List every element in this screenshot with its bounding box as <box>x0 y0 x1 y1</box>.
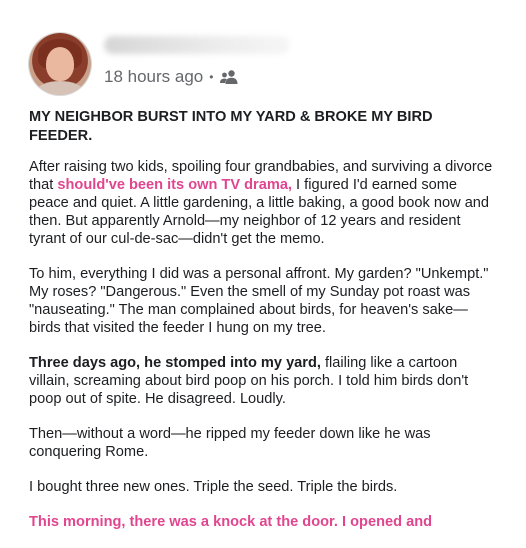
meta-separator: • <box>209 70 214 84</box>
paragraph-4: Then—without a word—he ripped my feeder down like he was conquering Rome. <box>29 426 431 460</box>
paragraph-3 <box>29 354 499 408</box>
p3-rest: flailing like a cartoon villain, screaming about bird poop on his porch. I told him birds don't poop out of spite. He disagreed. Loudly. <box>29 355 469 407</box>
p1-highlight: should've been its own TV drama, <box>57 177 292 193</box>
paragraph-2: To him, everything I did was a personal affront. My garden? "Unkempt." My roses? "Dangerous." Even the smell of my Sunday pot roast was "nauseating." The man complained about birds, for heaven's sake—birds that visited the feeder I hung on my tree. <box>29 266 489 336</box>
paragraph-5: I bought three new ones. Triple the seed. Triple the birds. <box>29 479 398 495</box>
author-name-blurred[interactable] <box>104 36 290 54</box>
post-title: MY NEIGHBOR BURST INTO MY YARD & BROKE MY BIRD FEEDER. <box>29 109 433 144</box>
post-timestamp[interactable]: 18 hours ago <box>104 67 204 86</box>
post-body <box>29 108 499 548</box>
avatar-face <box>46 47 74 81</box>
author-avatar[interactable] <box>29 33 91 95</box>
p1-text-b: I figured I'd earned some peace and quiet. A little gardening, a little baking, a good book now and then. But apparently Arnold—my neighbor of 12 years and resident tyrant of our cul-de-sac—didn't get the memo. <box>29 177 490 247</box>
friends-icon[interactable] <box>219 69 239 85</box>
p3-bold: Three days ago, he stomped into my yard, <box>29 355 321 371</box>
paragraph-6-highlight: This morning, there was a knock at the door. I opened and <box>29 514 433 530</box>
post-meta <box>104 67 239 87</box>
avatar-body <box>37 81 83 95</box>
paragraph-1 <box>29 158 499 248</box>
p1-text-a: After raising two kids, spoiling four grandbabies, and surviving a divorce that <box>29 159 493 193</box>
